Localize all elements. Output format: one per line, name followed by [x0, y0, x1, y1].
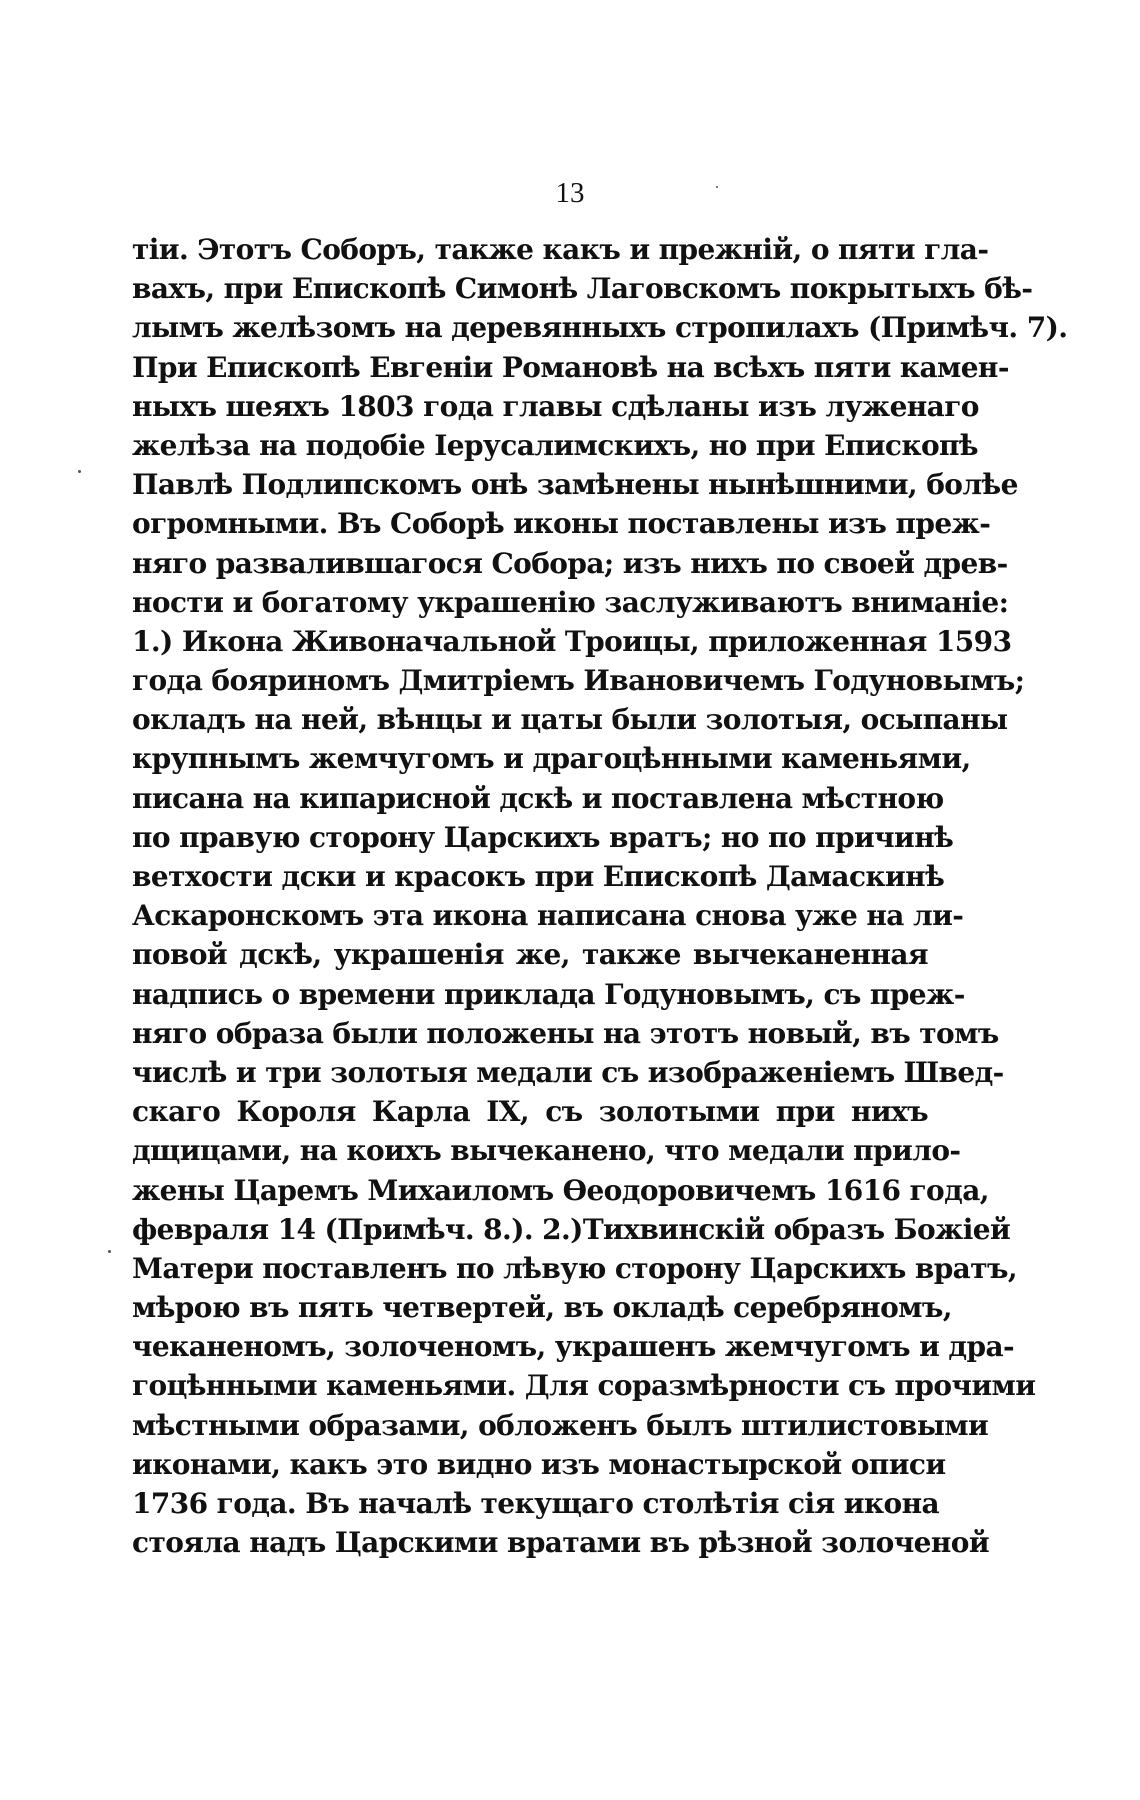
text-line: писана на кипарисной дскѣ и поставлена мѣстною [132, 781, 944, 815]
page-number: 13 [555, 177, 585, 209]
text-line: крупнымъ жемчугомъ и драгоцѣнными каменьями, [132, 742, 971, 776]
text-line: 1.) Икона Живоначальной Троицы, приложенная 1593 [132, 624, 1012, 658]
text-line: 1736 года. Въ началѣ текущаго столѣтія сія икона [132, 1487, 940, 1520]
text-line: надпись о времени приклада Годуновымъ, съ преж- [132, 977, 965, 1011]
text-line: года бояриномъ Дмитріемъ Ивановичемъ Годуновымъ; [132, 664, 1025, 698]
text-line: При Епископѣ Евгеніи Романовѣ на всѣхъ пяти камен- [132, 350, 1009, 384]
text-line: чеканеномъ, золоченомъ, украшенъ жемчугомъ и дра- [132, 1330, 1015, 1364]
paper-speck [108, 1250, 111, 1253]
text-line: ныхъ шеяхъ 1803 года главы сдѣланы изъ луженаго [132, 389, 979, 423]
text-line: жены Царемъ Михаиломъ Өеодоровичемъ 1616 года, [132, 1173, 989, 1207]
text-line: февраля 14 (Примѣч. 8.). 2.)Тихвинскій образъ Божіей [132, 1212, 1011, 1246]
text-line: ности и богатому украшенію заслуживаютъ вниманіе: [132, 585, 1009, 619]
text-line: ветхости дски и красокъ при Епископѣ Дамаскинѣ [132, 860, 945, 893]
text-line: лымъ желѣзомъ на деревянныхъ стропилахъ (Примѣч. 7). [132, 311, 1068, 345]
text-line: дщицами, на коихъ вычеканено, что медали прило- [132, 1134, 961, 1168]
text-line: Аскаронскомъ эта икона написана снова уже на ли- [132, 899, 964, 933]
text-line: гоцѣнными каменьями. Для соразмѣрности съ прочими [132, 1369, 1036, 1403]
text-line: числѣ и три золотыя медали съ изображеніемъ Швед- [132, 1055, 1004, 1089]
paper-speck [716, 186, 718, 188]
paper-speck [78, 470, 81, 473]
text-line: повой дскѣ, украшенія же, также вычеканенная [132, 938, 928, 972]
body-text [132, 230, 1068, 1562]
text-line: по правую сторону Царскихъ вратъ; но по причинѣ [132, 820, 954, 854]
text-line: Матери поставленъ по лѣвую сторону Царскихъ вратъ, [132, 1251, 1018, 1285]
text-line: желѣза на подобіе Іерусалимскихъ, но при Епископѣ [132, 428, 979, 462]
text-line: окладъ на ней, вѣнцы и цаты были золотыя, осыпаны [132, 703, 1008, 737]
text-line: мѣрою въ пять четвертей, въ окладѣ серебряномъ, [132, 1291, 952, 1325]
text-line: иконами, какъ это видно изъ монастырской описи [132, 1447, 946, 1481]
text-line: вахъ, при Епископѣ Симонѣ Лаговскомъ покрытыхъ бѣ- [132, 272, 1033, 306]
text-line: мѣстными образами, обложенъ былъ штилистовыми [132, 1408, 989, 1442]
text-line: няго развалившагося Собора; изъ нихъ по своей древ- [132, 546, 1008, 580]
text-line: огромными. Въ Соборѣ иконы поставлены изъ преж- [132, 507, 991, 541]
text-line: Павлѣ Подлипскомъ онѣ замѣнены нынѣшними, болѣе [132, 468, 1018, 502]
text-line: няго образа были положены на этотъ новый, въ томъ [132, 1016, 999, 1050]
text-line: стояла надъ Царскими вратами въ рѣзной золоченой [132, 1526, 989, 1560]
text-line: тіи. Этотъ Соборъ, также какъ и прежній, о пяти гла- [132, 233, 989, 266]
text-line: скаго Короля Карла IX, съ золотыми при нихъ [132, 1095, 928, 1129]
